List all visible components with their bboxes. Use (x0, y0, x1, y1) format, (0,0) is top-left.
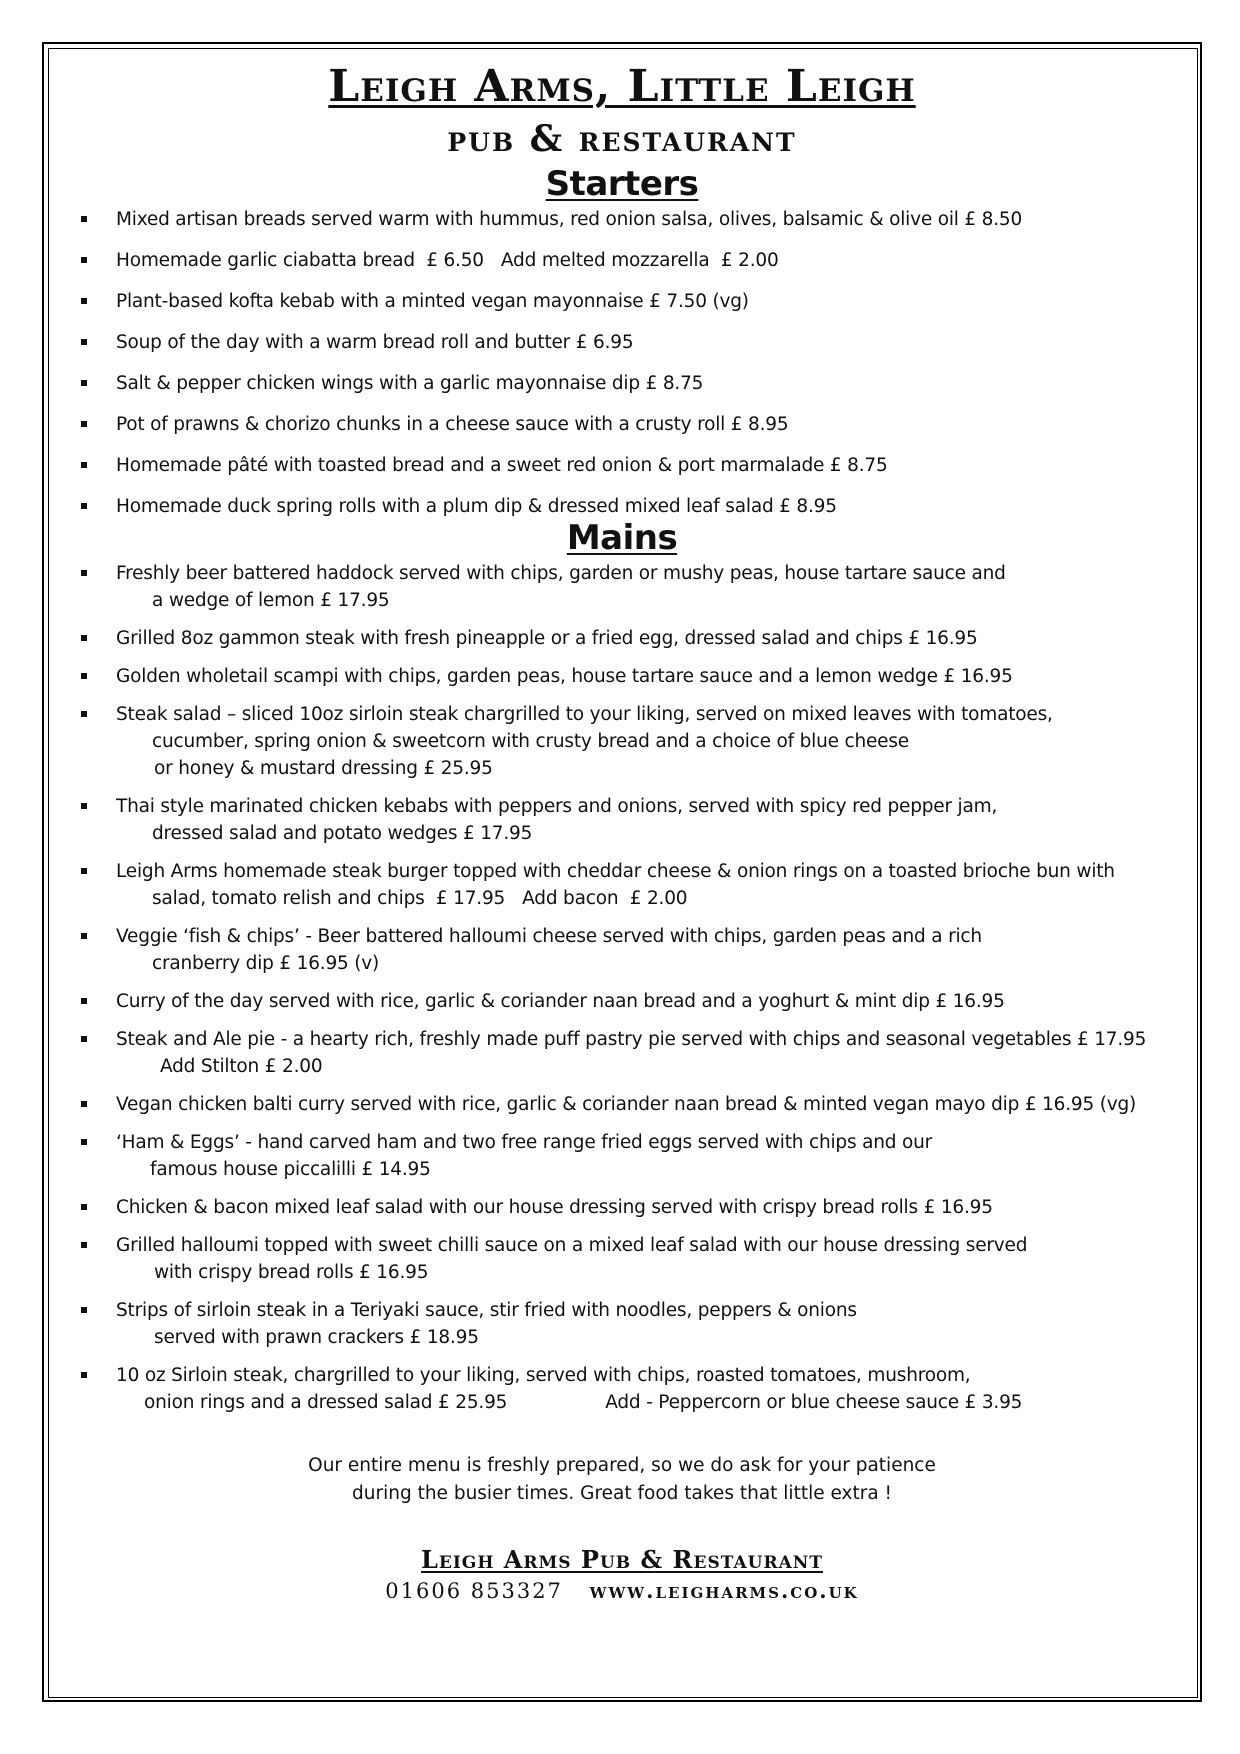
bullet-icon (81, 711, 87, 717)
item-text: Plant-based kofta kebab with a minted vegan mayonnaise £ 7.50 (vg) (116, 291, 749, 312)
main-item (58, 1362, 1186, 1416)
footer-restaurant-name: Leigh Arms Pub & Restaurant (421, 1545, 823, 1574)
starter-item (58, 247, 1186, 274)
bullet-icon (81, 298, 87, 304)
bullet-icon (81, 380, 87, 386)
item-text-cont: dressed salad and potato wedges £ 17.95 (152, 823, 533, 844)
footer-contact (58, 1576, 1186, 1606)
note-line: during the busier times. Great food takes that little extra ! (352, 1483, 892, 1504)
item-text: Steak and Ale pie - a hearty rich, freshly made puff pastry pie served with chips and seasonal vegetables £ 17.95 (116, 1029, 1147, 1050)
main-item (58, 1129, 1186, 1183)
item-text-cont: served with prawn crackers £ 18.95 (154, 1327, 479, 1348)
starter-item (58, 411, 1186, 438)
bullet-icon (81, 998, 87, 1004)
item-text: Freshly beer battered haddock served with chips, garden or mushy peas, house tartare sauce and (116, 563, 1006, 584)
bullet-icon (81, 257, 87, 263)
bullet-icon (81, 1101, 87, 1107)
main-item (58, 1232, 1186, 1286)
mains-list (58, 560, 1186, 1416)
bullet-icon (81, 1242, 87, 1248)
main-item (58, 701, 1186, 782)
item-text: Thai style marinated chicken kebabs with peppers and onions, served with spicy red pepper jam, (116, 796, 998, 817)
item-text: 10 oz Sirloin steak, chargrilled to your liking, served with chips, roasted tomatoes, mushroom, (116, 1365, 971, 1386)
main-item (58, 1026, 1186, 1080)
starter-item (58, 329, 1186, 356)
main-item (58, 1091, 1186, 1118)
item-text: Curry of the day served with rice, garlic & coriander naan bread and a yoghurt & mint dip £ 16.95 (116, 991, 1005, 1012)
item-text: Soup of the day with a warm bread roll and butter £ 6.95 (116, 332, 634, 353)
bullet-icon (81, 1204, 87, 1210)
main-item (58, 560, 1186, 614)
bullet-icon (81, 1307, 87, 1313)
item-text-cont: cucumber, spring onion & sweetcorn with crusty bread and a choice of blue cheese (152, 731, 909, 752)
main-item (58, 923, 1186, 977)
bullet-icon (81, 868, 87, 874)
starter-item (58, 493, 1186, 520)
item-text: ‘Ham & Eggs’ - hand carved ham and two free range fried eggs served with chips and our (116, 1132, 933, 1153)
sauce-addon: Add - Peppercorn or blue cheese sauce £ 3.95 (605, 1392, 1023, 1413)
bullet-icon (81, 421, 87, 427)
item-text: Leigh Arms homemade steak burger topped with cheddar cheese & onion rings on a toasted brioche bun with (116, 861, 1115, 882)
item-text-cont: with crispy bread rolls £ 16.95 (154, 1262, 429, 1283)
bullet-icon (81, 803, 87, 809)
bullet-icon (81, 1139, 87, 1145)
starter-item (58, 370, 1186, 397)
item-text-cont: cranberry dip £ 16.95 (v) (152, 953, 380, 974)
starter-item (58, 452, 1186, 479)
main-item (58, 858, 1186, 912)
item-text: Veggie ‘fish & chips’ - Beer battered halloumi cheese served with chips, garden peas and a rich (116, 926, 982, 947)
bullet-icon (81, 570, 87, 576)
item-text: Grilled 8oz gammon steak with fresh pineapple or a fried egg, dressed salad and chips £ 16.95 (116, 628, 978, 649)
item-text: Mixed artisan breads served warm with hummus, red onion salsa, olives, balsamic & olive oil £ 8.50 (116, 209, 1023, 230)
item-text-part: onion rings and a dressed salad £ 25.95 (144, 1392, 508, 1413)
item-text-cont (116, 1389, 1186, 1416)
bullet-icon (81, 635, 87, 641)
bullet-icon (81, 503, 87, 509)
main-item (58, 663, 1186, 690)
item-text: Salt & pepper chicken wings with a garlic mayonnaise dip £ 8.75 (116, 373, 704, 394)
phone-number: 01606 853327 (385, 1579, 563, 1603)
main-item (58, 988, 1186, 1015)
bullet-icon (81, 462, 87, 468)
item-text: Steak salad – sliced 10oz sirloin steak chargrilled to your liking, served on mixed leaves with tomatoes, (116, 704, 1053, 725)
restaurant-subtitle: pub & restaurant (447, 118, 797, 160)
bullet-icon (81, 339, 87, 345)
bullet-icon (81, 673, 87, 679)
starters-list (58, 206, 1186, 520)
bullet-icon (81, 1372, 87, 1378)
menu-document (58, 56, 1186, 1606)
item-text-cont: a wedge of lemon £ 17.95 (152, 590, 390, 611)
item-text: Homemade garlic ciabatta bread £ 6.50 Add melted mozzarella £ 2.00 (116, 250, 779, 271)
item-text: Pot of prawns & chorizo chunks in a cheese sauce with a crusty roll £ 8.95 (116, 414, 789, 435)
freshness-note (58, 1452, 1186, 1508)
starters-heading: Starters (545, 164, 699, 204)
item-text: Chicken & bacon mixed leaf salad with our house dressing served with crispy bread rolls £ 16.95 (116, 1197, 993, 1218)
main-item (58, 1297, 1186, 1351)
item-text-cont: famous house piccalilli £ 14.95 (150, 1159, 431, 1180)
item-text-cont: or honey & mustard dressing £ 25.95 (154, 758, 493, 779)
starter-item (58, 206, 1186, 233)
item-text: Vegan chicken balti curry served with rice, garlic & coriander naan bread & minted vegan mayo dip £ 16.95 (vg) (116, 1094, 1137, 1115)
main-item (58, 793, 1186, 847)
restaurant-title: Leigh Arms, Little Leigh (328, 61, 916, 112)
starter-item (58, 288, 1186, 315)
mains-heading: Mains (566, 518, 678, 558)
main-item (58, 625, 1186, 652)
website-link[interactable]: www.leigharms.co.uk (589, 1578, 859, 1603)
item-text: Homemade pâté with toasted bread and a sweet red onion & port marmalade £ 8.75 (116, 455, 888, 476)
item-text-cont: Add Stilton £ 2.00 (160, 1056, 323, 1077)
item-text: Grilled halloumi topped with sweet chilli sauce on a mixed leaf salad with our house dressing served (116, 1235, 1028, 1256)
item-text: Homemade duck spring rolls with a plum dip & dressed mixed leaf salad £ 8.95 (116, 496, 837, 517)
item-text: Golden wholetail scampi with chips, garden peas, house tartare sauce and a lemon wedge £ 16.95 (116, 666, 1013, 687)
bullet-icon (81, 216, 87, 222)
item-text-cont: salad, tomato relish and chips £ 17.95 Add bacon £ 2.00 (152, 888, 688, 909)
bullet-icon (81, 933, 87, 939)
main-item (58, 1194, 1186, 1221)
bullet-icon (81, 1036, 87, 1042)
item-text: Strips of sirloin steak in a Teriyaki sauce, stir fried with noodles, peppers & onions (116, 1300, 857, 1321)
note-line: Our entire menu is freshly prepared, so we do ask for your patience (308, 1455, 936, 1476)
